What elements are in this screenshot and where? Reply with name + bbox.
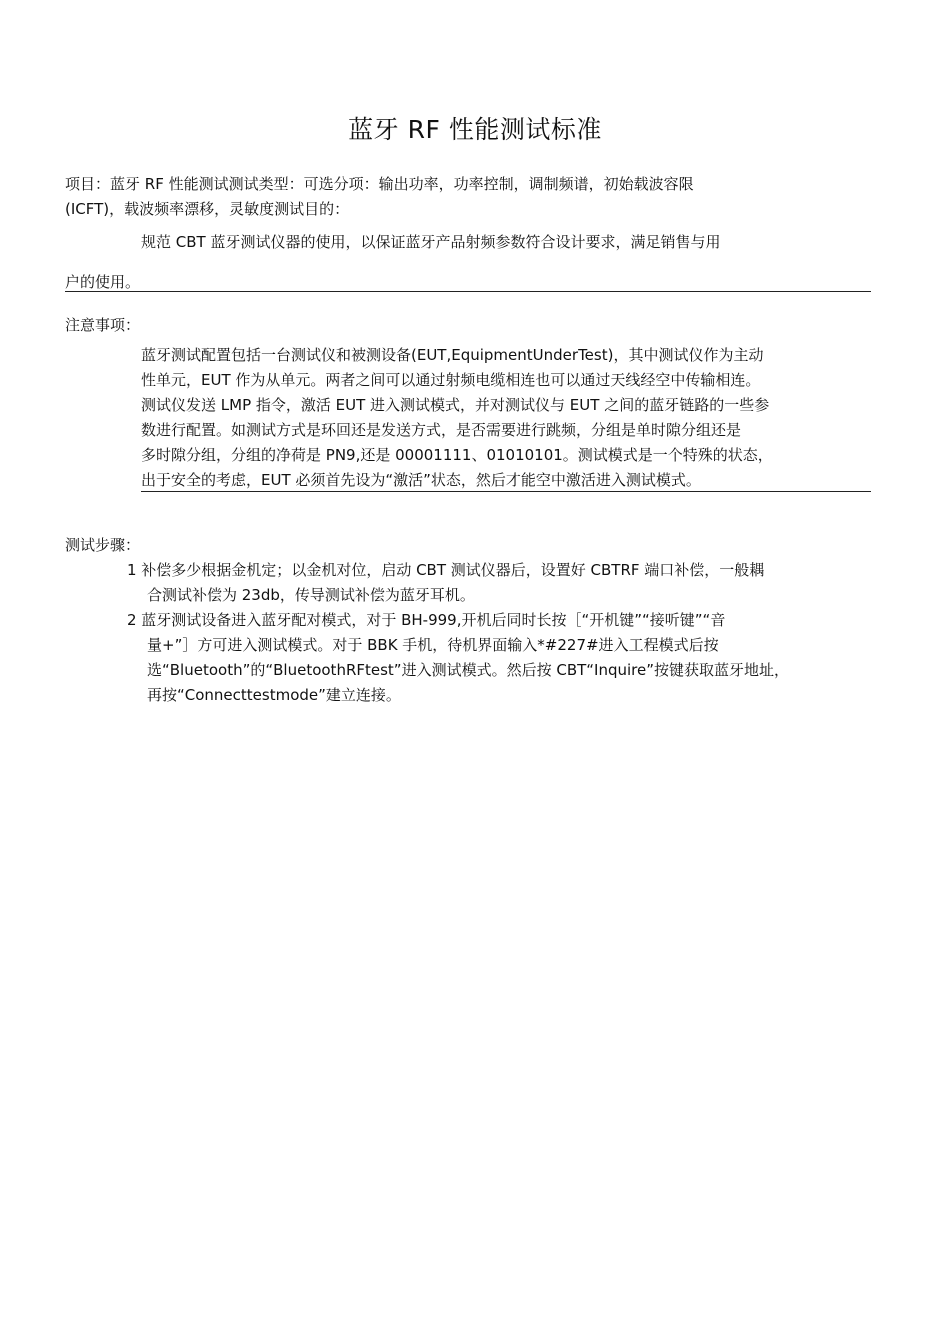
step-1-line-1: 1 补偿多少根据金机定；以金机对位，启动 CBT 测试仪器后，设置好 CBTRF 端口补偿，一般耦 xyxy=(127,561,765,579)
step-1-line-2: 合测试补偿为 23db，传导测试补偿为蓝牙耳机。 xyxy=(147,586,475,604)
step-2-line-4: 再按“Connecttestmode”建立连接。 xyxy=(147,686,401,704)
document-title: 蓝牙 RF 性能测试标准 xyxy=(348,115,602,144)
purpose-line-2: 户的使用。 xyxy=(65,273,141,291)
notes-line: 多时隙分组，分组的净荷是 PN9,还是 00001111、01010101。测试模式是一个特殊的状态， xyxy=(141,446,773,464)
notes-line: 测试仪发送 LMP 指令，激活 EUT 进入测试模式，并对测试仪与 EUT 之间的蓝牙链路的一些参 xyxy=(141,396,770,414)
step-2-line-1: 2 蓝牙测试设备进入蓝牙配对模式，对于 BH-999,开机后同时长按［“开机键”“接听键”“音 xyxy=(127,611,726,629)
notes-paragraph xyxy=(141,343,875,493)
project-line-2: (ICFT)，载波频率漂移，灵敏度测试目的： xyxy=(65,200,350,218)
step-2-line-3: 选“Bluetooth”的“BluetoothRFtest”进入测试模式。然后按 CBT“Inquire”按键获取蓝牙地址， xyxy=(147,661,790,679)
notes-line: 性单元，EUT 作为从单元。两者之间可以通过射频电缆相连也可以通过天线经空中传输相连。 xyxy=(141,371,761,389)
notes-line: 出于安全的考虑，EUT 必须首先设为“激活”状态，然后才能空中激活进入测试模式。 xyxy=(141,471,701,489)
notes-heading: 注意事项： xyxy=(65,316,141,334)
divider-line xyxy=(65,291,871,292)
divider-line xyxy=(141,491,871,492)
notes-line: 蓝牙测试配置包括一台测试仪和被测设备(EUT,EquipmentUnderTest)，其中测试仪作为主动 xyxy=(141,346,764,364)
step-2 xyxy=(127,608,873,708)
step-1 xyxy=(127,558,873,608)
purpose-line-1: 规范 CBT 蓝牙测试仪器的使用，以保证蓝牙产品射频参数符合设计要求，满足销售与用 xyxy=(141,233,721,251)
steps-heading: 测试步骤： xyxy=(65,536,141,554)
project-paragraph xyxy=(65,172,871,222)
project-line-1: 项目：蓝牙 RF 性能测试测试类型：可选分项：输出功率，功率控制，调制频谱，初始载波容限 xyxy=(65,175,694,193)
notes-line: 数进行配置。如测试方式是环回还是发送方式，是否需要进行跳频，分组是单时隙分组还是 xyxy=(141,421,742,439)
step-2-line-2: 量+”］方可进入测试模式。对于 BBK 手机，待机界面输入*#227#进入工程模式后按 xyxy=(147,636,719,654)
